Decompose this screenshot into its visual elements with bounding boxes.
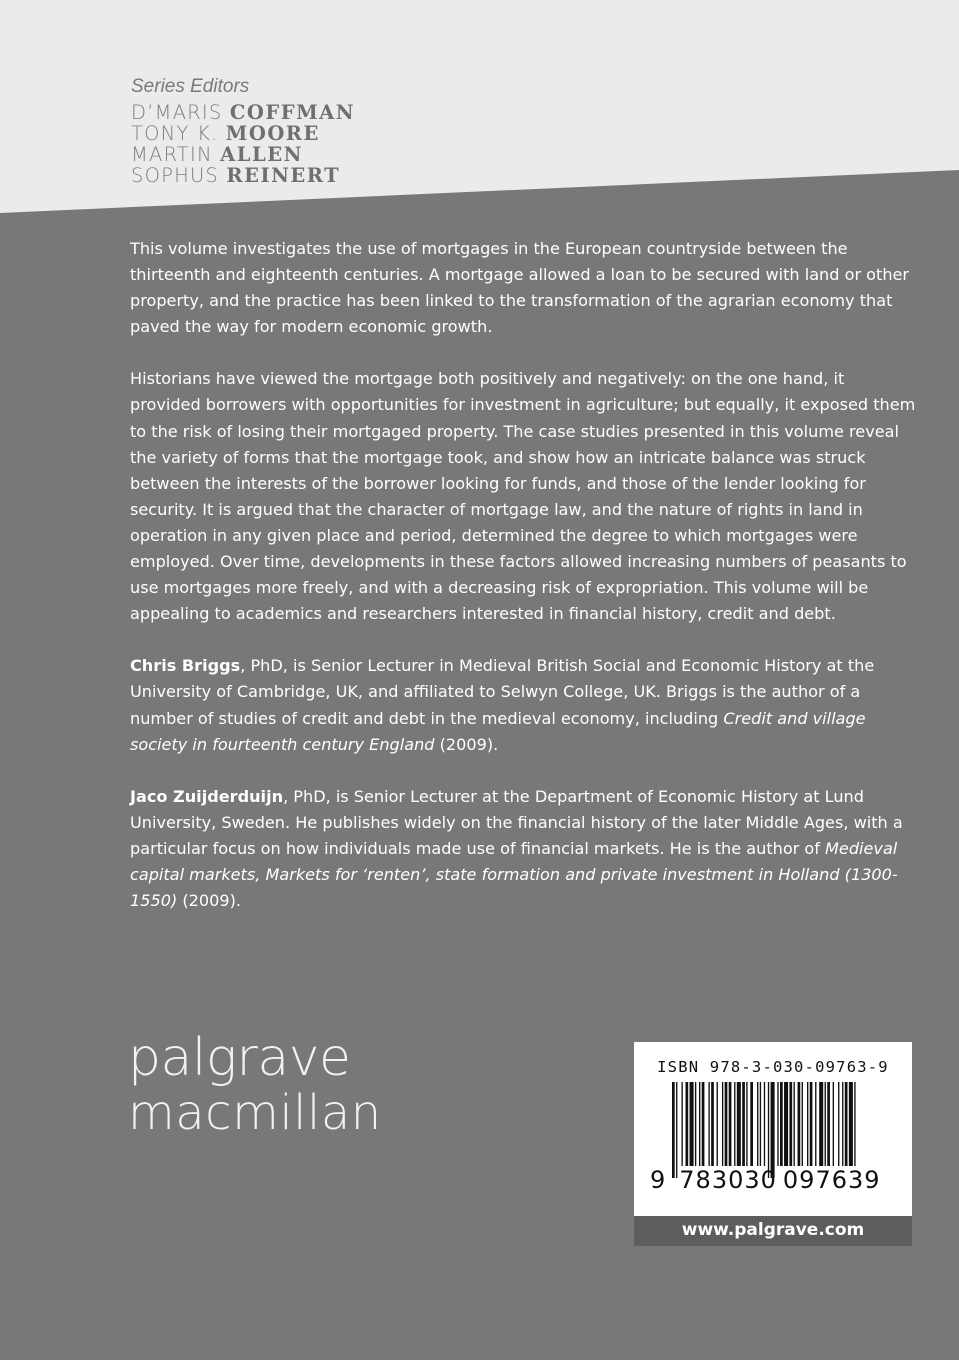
- author-work-title: Medieval capital markets, Markets for ‘renten’, state formation and private investment in Holland (1300-1550): [130, 838, 898, 911]
- barcode-bar: [789, 1082, 792, 1166]
- author-bio-tail: (2009).: [177, 891, 241, 911]
- barcode-bar: [827, 1082, 830, 1166]
- barcode-bar: [784, 1082, 788, 1166]
- barcode-bar: [757, 1082, 758, 1166]
- barcode-bar: [842, 1082, 843, 1166]
- isbn-label: ISBN 978-3-030-09763-9: [657, 1058, 889, 1076]
- barcode-digit-first: 9: [650, 1166, 666, 1194]
- barcode-bar: [750, 1082, 753, 1166]
- barcode-digits-left: 783030: [679, 1166, 777, 1194]
- barcode-bar: [849, 1082, 853, 1166]
- barcode-bar: [833, 1082, 834, 1166]
- author-name: Chris Briggs: [130, 656, 241, 676]
- editor-last-name: MOORE: [225, 122, 320, 145]
- barcode-bar: [722, 1082, 723, 1166]
- editor-first-name: MARTIN: [131, 143, 213, 166]
- barcode-bar: [746, 1082, 747, 1166]
- editor-first-name: TONY K.: [131, 122, 219, 145]
- barcode-bar: [771, 1082, 775, 1178]
- barcode-bar: [854, 1082, 855, 1166]
- barcode-bar: [777, 1082, 778, 1166]
- barcode-bar: [798, 1082, 801, 1166]
- barcode-bar: [711, 1082, 714, 1166]
- barcode-bar: [729, 1082, 732, 1166]
- editor-line: [131, 144, 355, 165]
- barcode-bar: [717, 1082, 718, 1166]
- barcode-bar: [734, 1082, 735, 1166]
- barcode-bar: [802, 1082, 803, 1166]
- barcode-bar: [810, 1082, 813, 1166]
- editor-line: [131, 123, 355, 144]
- series-editors: [131, 74, 355, 186]
- editor-line: [131, 102, 355, 123]
- editor-line: [131, 165, 355, 186]
- publisher-url: www.palgrave.com: [634, 1216, 912, 1246]
- author-bio-briggs: [130, 653, 920, 757]
- barcode-bar: [819, 1082, 823, 1166]
- barcode-bar: [699, 1082, 700, 1166]
- publisher-logo: [128, 1028, 382, 1141]
- barcode-bar: [760, 1082, 761, 1166]
- editor-last-name: COFFMAN: [229, 101, 356, 124]
- barcode-bar: [764, 1082, 765, 1166]
- barcode-bar: [794, 1082, 795, 1166]
- blurb-paragraph-2: Historians have viewed the mortgage both positively and negatively: on the one hand, it provided borrowers with opportunities for investment in agriculture; but equally, it exposed them to the risk of losing their mortgaged property. The case studies presented in this volume reveal the variety of forms that the mortgage took, and show how an intricate balance was struck between the interests of the borrower looking for funds, and those of the lender looking for security. It is argued that the character of mortgage law, and the nature of rights in land in operation in any given place and period, determined the degree to which mortgages were employed. Over time, developments in these factors allowed increasing numbers of peasants to use mortgages more freely, and with a decreasing risk of expropriation. This volume will be appealing to academics and researchers interested in financial history, credit and debt.: [130, 369, 916, 624]
- author-bio-tail: (2009).: [434, 734, 499, 754]
- isbn-barcode: [634, 1042, 912, 1216]
- editor-last-name: ALLEN: [220, 143, 303, 166]
- barcode-bar: [725, 1082, 728, 1166]
- barcode-bar: [737, 1082, 741, 1166]
- barcode-bar: [708, 1082, 709, 1166]
- barcode-bar: [672, 1082, 675, 1178]
- blurb-paragraph-1: This volume investigates the use of mortgages in the European countryside between the thirteenth and eighteenth centuries. A mortgage allowed a loan to be secured with land or other property, and the practice has been linked to the transformation of the agrarian economy that paved the way for modern economic growth.: [130, 239, 910, 337]
- barcode-digits-right: 097639: [782, 1166, 881, 1194]
- barcode-bar: [807, 1082, 808, 1166]
- author-name: Jaco Zuijderduijn: [130, 786, 284, 806]
- barcode-bar: [838, 1082, 839, 1166]
- barcode-bar: [690, 1082, 694, 1166]
- barcode-bar: [845, 1082, 848, 1166]
- barcode-bar: [686, 1082, 689, 1166]
- logo-line-macmillan: macmillan: [128, 1085, 382, 1141]
- editor-first-name: D’MARIS: [131, 101, 223, 124]
- barcode-digits: [650, 1166, 881, 1194]
- editor-first-name: SOPHUS: [131, 164, 219, 187]
- barcode-bar: [695, 1082, 696, 1166]
- barcode-bar: [681, 1082, 682, 1166]
- author-bio-zuijderduijn: [130, 784, 920, 914]
- barcode-bar: [676, 1082, 677, 1178]
- barcode-bar: [815, 1082, 816, 1166]
- barcode-bar: [825, 1082, 826, 1166]
- barcode-bar: [742, 1082, 745, 1166]
- editor-last-name: REINERT: [226, 164, 341, 187]
- back-cover-blurb: [130, 236, 920, 940]
- author-bio-text: , PhD, is Senior Lecturer in Medieval British Social and Economic History at the University of Cambridge, UK, and affiliated to Selwyn College, UK. Briggs is the author of a number of studies of credit and debt in the medieval economy, including: [130, 656, 875, 728]
- barcode-bar: [780, 1082, 783, 1166]
- logo-line-palgrave: palgrave: [128, 1028, 351, 1088]
- barcode-bar: [702, 1082, 705, 1166]
- author-bio-text: , PhD, is Senior Lecturer at the Department of Economic History at Lund University, Sweden. He publishes widely on the financial history of the later Middle Ages, with a particular focus on how individuals made use of financial markets. He is the author of: [130, 786, 903, 858]
- barcode-bar: [768, 1082, 769, 1178]
- author-work-title: Credit and village society in fourteenth century England: [130, 708, 866, 754]
- series-editors-label: Series Editors: [131, 76, 250, 97]
